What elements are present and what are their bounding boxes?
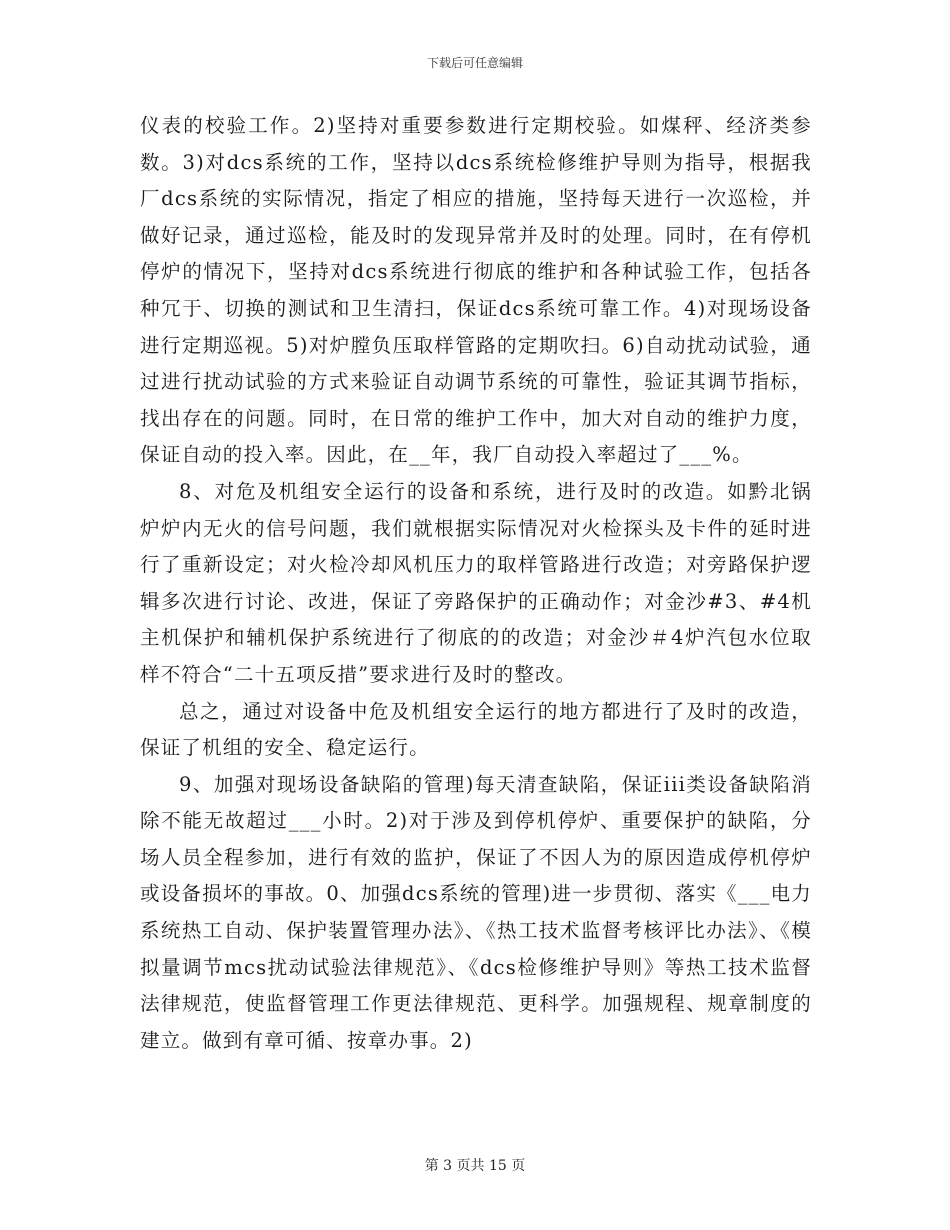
paragraph-4: 9、加强对现场设备缺陷的管理)每天清查缺陷，保证iii类设备缺陷消除不能无故超过___小时。2)对于涉及到停机停炉、重要保护的缺陷，分场人员全程参加，进行有效的监护，保证了不因人为的原因造成停机停炉或设备损坏的事故。0、加强dcs系统的管理)进一步贯彻、落实《___电力系统热工自动、保护装置管理办法》、《热工技术监督考核评比办法》、《模拟量调节mcs扰动试验法律规范》、《dcs检修维护导则》等热工技术监督法律规范，使监督管理工作更法律规范、更科学。加强规程、规章制度的建立。做到有章可循、按章办事。2) — [140, 772, 812, 1052]
paragraph-1: 仪表的校验工作。2)坚持对重要参数进行定期校验。如煤秤、经济类参数。3)对dcs系统的工作，坚持以dcs系统检修维护导则为指导，根据我厂dcs系统的实际情况，指定了相应的措施，坚持每天进行一次巡检，并做好记录，通过巡检，能及时的发现异常并及时的处理。同时，在有停机停炉的情况下，坚持对dcs系统进行彻底的维护和各种试验工作，包括各种冗于、切换的测试和卫生清扫，保证dcs系统可靠工作。4)对现场设备进行定期巡视。5)对炉膛负压取样管路的定期吹扫。6)自动扰动试验，通过进行扰动试验的方式来验证自动调节系统的可靠性，验证其调节指标，找出存在的问题。同时，在日常的维护工作中，加大对自动的维护力度，保证自动的投入率。因此，在__年，我厂自动投入率超过了___%。 — [140, 114, 812, 467]
paragraph-2: 8、对危及机组安全运行的设备和系统，进行及时的改造。如黔北锅炉炉内无火的信号问题，我们就根据实际情况对火检探头及卡件的延时进行了重新设定；对火检冷却风机压力的取样管路进行改造；对旁路保护逻辑多次进行讨论、改进，保证了旁路保护的正确动作；对金沙#3、#4机主机保护和辅机保护系统进行了彻底的的改造；对金沙＃4炉汽包水位取样不符合“二十五项反措”要求进行及时的整改。 — [140, 479, 812, 686]
paragraph-3: 总之，通过对设备中危及机组安全运行的地方都进行了及时的改造，保证了机组的安全、稳定运行。 — [140, 699, 812, 760]
document-body — [140, 108, 812, 1059]
page-footer: 第 3 页共 15 页 — [424, 1158, 526, 1174]
page-header: 下载后可任意编辑 — [426, 56, 523, 70]
